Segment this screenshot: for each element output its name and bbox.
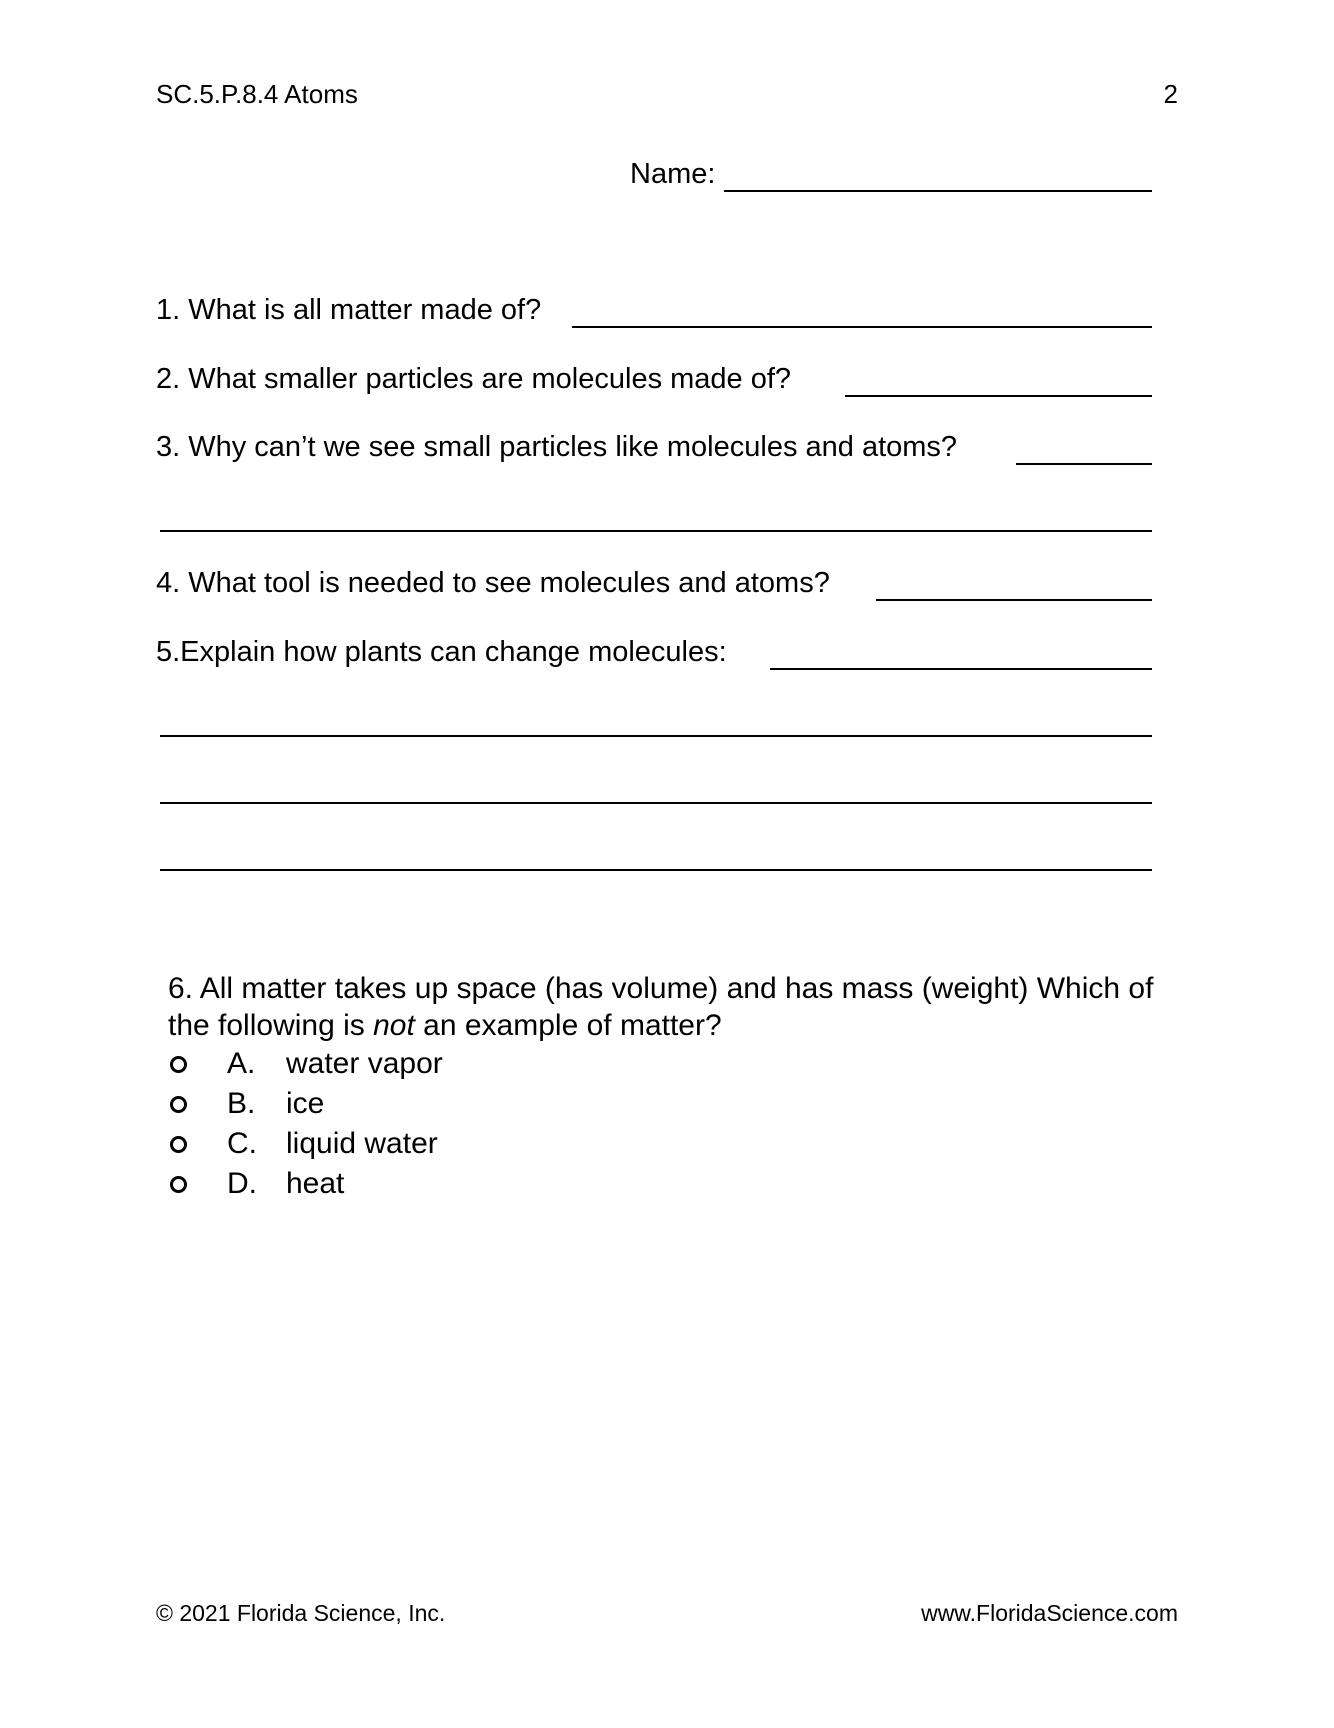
- question-6-stem: [168, 970, 1168, 1044]
- question-3-answer-line-2[interactable]: [160, 530, 1152, 532]
- question-5: 5.Explain how plants can change molecules:: [156, 636, 727, 668]
- question-1-answer-line[interactable]: [572, 326, 1152, 328]
- choice-b[interactable]: [168, 1084, 1168, 1124]
- question-6-stem-emphasis: not: [373, 1009, 415, 1042]
- choice-c-text: liquid water: [286, 1127, 438, 1160]
- choice-c[interactable]: [168, 1124, 1168, 1164]
- name-label: Name:: [630, 158, 716, 190]
- question-3: 3. Why can’t we see small particles like molecules and atoms?: [156, 431, 958, 463]
- page-number: 2: [1163, 79, 1178, 109]
- question-1: 1. What is all matter made of?: [156, 294, 542, 326]
- question-4: 4. What tool is needed to see molecules and atoms?: [156, 567, 830, 599]
- choice-c-letter: C.: [227, 1127, 257, 1160]
- footer-website-link[interactable]: www.FloridaScience.com: [921, 1600, 1178, 1626]
- question-5-answer-line[interactable]: [770, 668, 1152, 670]
- question-6-stem-part-2: an example of matter?: [414, 1009, 722, 1042]
- choice-a-letter: A.: [227, 1047, 256, 1080]
- choice-b-letter: B.: [227, 1087, 256, 1120]
- choice-d-text: heat: [286, 1167, 345, 1200]
- radio-circle-icon[interactable]: [170, 1176, 187, 1193]
- choice-d[interactable]: [168, 1164, 1168, 1204]
- question-4-answer-line[interactable]: [876, 599, 1152, 601]
- question-3-answer-line[interactable]: [1016, 463, 1152, 465]
- question-2: 2. What smaller particles are molecules made of?: [156, 363, 792, 395]
- question-6-stem-part-1: 6. All matter takes up space (has volume) and has mass (weight) Which of the following is: [168, 972, 1154, 1042]
- course-code: SC.5.P.8.4 Atoms: [156, 79, 358, 109]
- question-5-answer-line-4[interactable]: [160, 869, 1152, 871]
- question-2-answer-line[interactable]: [845, 395, 1152, 397]
- question-6: [168, 970, 1168, 1204]
- question-5-answer-line-2[interactable]: [160, 735, 1152, 737]
- radio-circle-icon[interactable]: [170, 1096, 187, 1113]
- choice-b-text: ice: [286, 1087, 325, 1120]
- radio-circle-icon[interactable]: [170, 1056, 187, 1073]
- choice-a[interactable]: [168, 1044, 1168, 1084]
- name-answer-line[interactable]: [724, 190, 1152, 192]
- choice-d-letter: D.: [227, 1167, 257, 1200]
- radio-circle-icon[interactable]: [170, 1136, 187, 1153]
- question-5-answer-line-3[interactable]: [160, 802, 1152, 804]
- footer-copyright: © 2021 Florida Science, Inc.: [156, 1600, 446, 1626]
- choice-a-text: water vapor: [286, 1047, 443, 1080]
